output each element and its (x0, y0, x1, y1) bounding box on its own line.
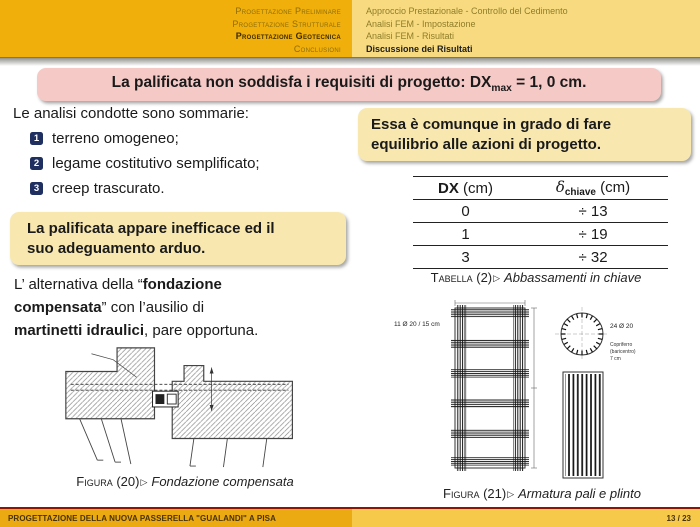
cover-label-3: 7 cm (610, 356, 621, 362)
right-foundation-block (172, 366, 292, 439)
footer (0, 507, 700, 527)
nav-section-strutturale[interactable]: Progettazione Strutturale (232, 18, 341, 29)
nav-section-conclusioni[interactable]: Conclusioni (293, 43, 341, 54)
header-shadow (0, 58, 700, 66)
circle-label: 24 Ø 20 (610, 323, 634, 330)
list-item-label: legame costitutivo semplificato; (52, 155, 260, 172)
nav-subsection-approccio[interactable]: Approccio Prestazionale - Controllo del Cedimento (366, 6, 568, 16)
figure-fondazione-compensata-drawing (56, 338, 318, 470)
table-row (413, 246, 668, 269)
conclusion-box-right: Essa è comunque in grado di fare equilibrio alle azioni di progetto. (358, 108, 691, 161)
figure21-caption: Figura (21)▷ Armatura pali e plinto (443, 486, 641, 501)
table-header-row (413, 177, 668, 200)
pile-section (555, 307, 609, 361)
table-row (413, 223, 668, 246)
list-item (30, 126, 260, 151)
left-foundation-block (66, 348, 155, 419)
cell-delta: ÷ 32 (518, 246, 668, 269)
caption-triangle: ▷ (140, 476, 148, 487)
cell-dx: 0 (413, 200, 518, 223)
alert-box (37, 68, 661, 101)
list-item-label: creep trascurato. (52, 180, 165, 197)
list-item (30, 151, 260, 176)
caption-triangle: ▷ (493, 272, 501, 283)
dimension-arrow (210, 368, 214, 374)
cell-delta: ÷ 13 (518, 200, 668, 223)
footer-page-number: 13 / 23 (352, 509, 700, 527)
nav-subsection-fem-impostazione[interactable]: Analisi FEM - Impostazione (366, 18, 476, 29)
list-item-label: terreno omogeneo; (52, 130, 179, 147)
list-item-number-badge: 2 (30, 157, 43, 170)
cover-label-2: (baricentro) (610, 349, 636, 355)
alternative-paragraph: L’ alternativa della “fondazione compensata” con l’ausilio di martinetti idraulici, pare opportuna. (14, 276, 259, 339)
table-caption: Tabella (2)▷ Abbassamenti in chiave (430, 270, 642, 285)
bars-label: 11 Ø 20 / 15 cm (394, 321, 440, 328)
cell-delta: ÷ 19 (518, 223, 668, 246)
footer-title: PROGETTAZIONE DELLA NUOVA PASSERELLA "GUALANDI" A PISA (0, 509, 352, 527)
settlement-table (413, 176, 668, 269)
figure-armatura-drawing (392, 300, 692, 482)
table-row (413, 200, 668, 223)
nav-section-geotecnica[interactable]: Progettazione Geotecnica (235, 31, 341, 41)
jack-piston (155, 394, 164, 404)
header (0, 0, 700, 58)
nav-section-preliminare[interactable]: Progettazione Preliminare (235, 6, 341, 16)
list-item-number-badge: 1 (30, 132, 43, 145)
nav-subsection-discussione[interactable]: Discussione dei Risultati (366, 43, 473, 54)
header-subsections (352, 0, 700, 57)
figure20-caption: Figura (20)▷ Fondazione compensata (76, 474, 294, 489)
pile-vertical-bars (565, 374, 601, 476)
conclusion-box-left: La palificata appare inefficace ed il suo adeguamento arduo. (10, 212, 346, 265)
header-sections (0, 0, 352, 57)
numbered-list (30, 126, 260, 201)
cell-dx: 3 (413, 246, 518, 269)
cell-dx: 1 (413, 223, 518, 246)
list-item (30, 176, 260, 201)
nav-subsection-fem-risultati[interactable]: Analisi FEM - Risultati (366, 31, 455, 41)
table-header-dx: DX (cm) (413, 177, 518, 200)
cover-label-1: Copriferro (610, 342, 633, 348)
intro-text: Le analisi condotte sono sommarie: (13, 105, 249, 122)
table-header-delta: $\delta_{chiave}$ (cm) (518, 177, 668, 200)
caption-triangle: ▷ (507, 488, 515, 499)
alert-text: La palificata non soddisfa i requisiti di progetto: $DX_{max} = 1$, 0 cm. (111, 74, 587, 95)
list-item-number-badge: 3 (30, 182, 43, 195)
alert-subscript: max (491, 83, 512, 95)
